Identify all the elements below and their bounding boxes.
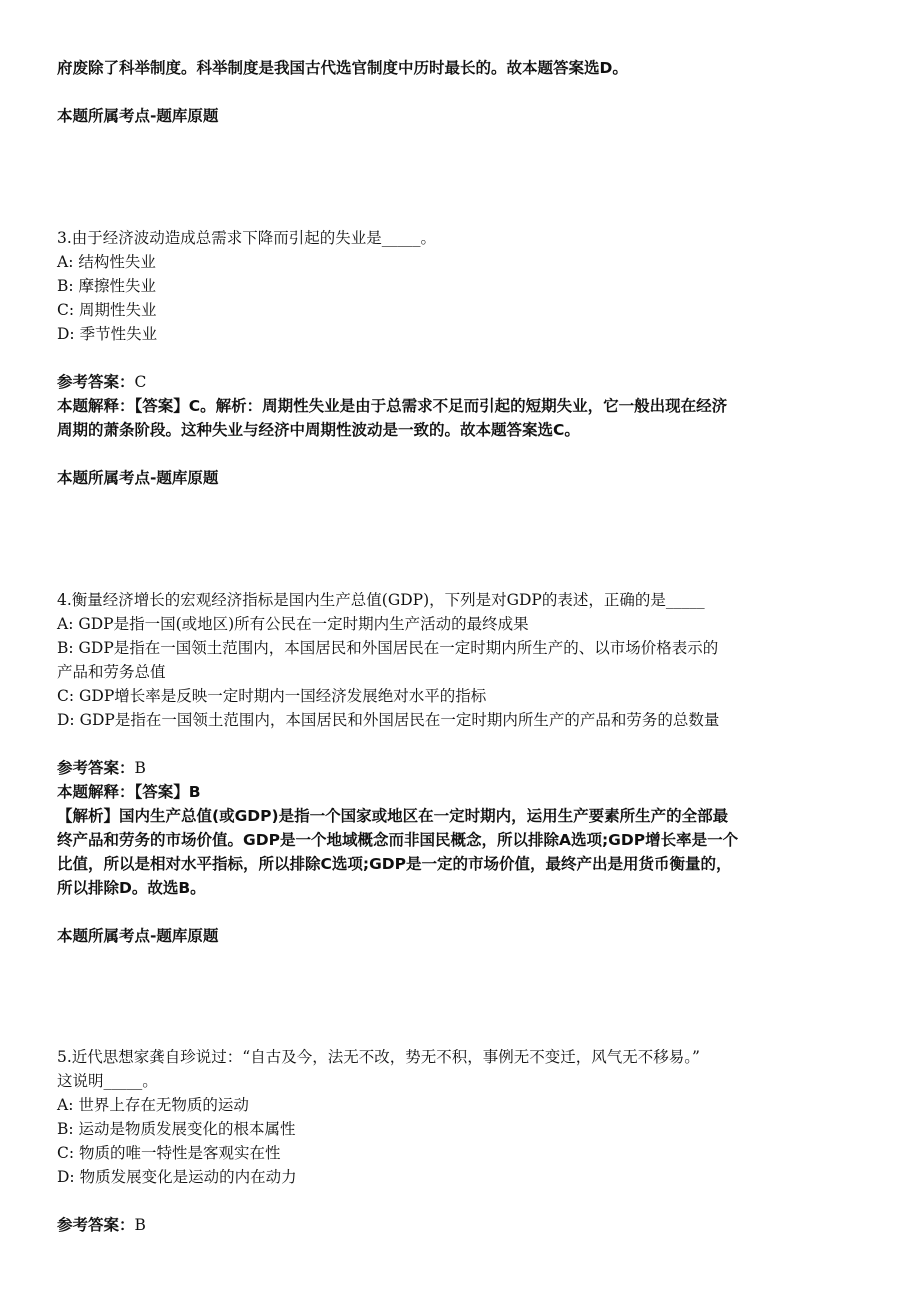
q3-option-d: D: 季节性失业 — [57, 325, 158, 343]
q4-answer-label: 参考答案： — [57, 759, 135, 777]
q3-option-c: C: 周期性失业 — [57, 301, 157, 319]
previous-explanation-tail: 府废除了科举制度。科举制度是我国古代选官制度中历时最长的。故本题答案选D。 — [57, 59, 628, 77]
q4-answer-value: B — [134, 759, 146, 777]
q4-option-b-continued: 产品和劳务总值 — [57, 663, 166, 681]
q5-option-c: C: 物质的唯一特性是客观实在性 — [57, 1144, 281, 1162]
q4-option-b: B: GDP是指在一国领土范围内，本国居民和外国居民在一定时期内所生产的、以市场价格表示的 — [57, 639, 719, 657]
q4-option-a: A: GDP是指一国(或地区)所有公民在一定时期内生产活动的最终成果 — [57, 615, 529, 633]
q4-option-c: C: GDP增长率是反映一定时期内一国经济发展绝对水平的指标 — [57, 687, 487, 705]
q4-stem: 4.衡量经济增长的宏观经济指标是国内生产总值(GDP)，下列是对GDP的表述，正确的是_____ — [57, 591, 705, 609]
q5-answer — [57, 1213, 857, 1237]
q3-explanation-line-1: 本题解释：【答案】C。解析：周期性失业是由于总需求不足而引起的短期失业，它一般出现在经济 — [57, 397, 728, 415]
q5-option-d: D: 物质发展变化是运动的内在动力 — [57, 1168, 297, 1186]
q3-answer — [57, 370, 857, 394]
q3-answer-value: C — [134, 373, 147, 391]
q4-explanation-line-4: 所以排除D。故选B。 — [57, 879, 206, 897]
q4-explanation-line-2: 终产品和劳务的市场价值。GDP是一个地域概念而非国民概念，所以排除A选项;GDP增长率是一个 — [57, 831, 739, 849]
q4-explanation-line-1: 【解析】国内生产总值(或GDP)是指一个国家或地区在一定时期内，运用生产要素所生产的全部最 — [57, 807, 729, 825]
q3-option-a: A: 结构性失业 — [57, 253, 156, 271]
q5-option-b: B: 运动是物质发展变化的根本属性 — [57, 1120, 296, 1138]
q4-option-d: D: GDP是指在一国领土范围内，本国居民和外国居民在一定时期内所生产的产品和劳务的总数量 — [57, 711, 720, 729]
q4-answer — [57, 756, 857, 780]
previous-topic: 本题所属考点-题库原题 — [57, 107, 219, 125]
q3-topic: 本题所属考点-题库原题 — [57, 469, 219, 487]
q5-answer-label: 参考答案： — [57, 1216, 135, 1234]
q4-explanation-label: 本题解释：【答案】B — [57, 783, 201, 801]
q4-explanation-line-3: 比值，所以是相对水平指标，所以排除C选项;GDP是一定的市场价值，最终产出是用货币衡量的， — [57, 855, 732, 873]
q5-stem-line-1: 5.近代思想家龚自珍说过：“自古及今，法无不改，势无不积，事例无不变迁，风气无不移易。” — [57, 1048, 700, 1066]
q3-answer-label: 参考答案： — [57, 373, 135, 391]
q3-explanation-line-2: 周期的萧条阶段。这种失业与经济中周期性波动是一致的。故本题答案选C。 — [57, 421, 580, 439]
q5-stem-line-2: 这说明_____。 — [57, 1072, 158, 1090]
q5-answer-value: B — [134, 1216, 146, 1234]
q4-topic: 本题所属考点-题库原题 — [57, 927, 219, 945]
q3-stem: 3.由于经济波动造成总需求下降而引起的失业是_____。 — [57, 229, 437, 247]
q5-option-a: A: 世界上存在无物质的运动 — [57, 1096, 249, 1114]
q3-option-b: B: 摩擦性失业 — [57, 277, 157, 295]
